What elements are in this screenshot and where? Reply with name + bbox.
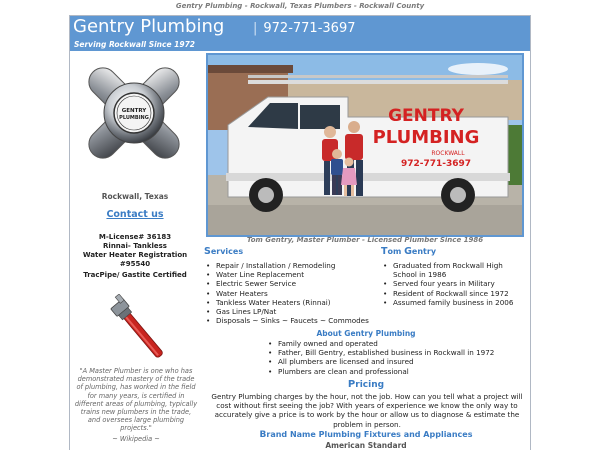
quote-text: "A Master Plumber is one who has demonstrated mastery of the trade of plumbing, has worked in the field for many years, is certified in different areas of plumbing, typically trains new plumbers in the trade, and oversees large plumbing projects." [74, 367, 198, 433]
list-item: • Disposals ~ Sinks ~ Faucets ~ Commodes [204, 316, 380, 325]
pricing-title-rest: ricing [355, 380, 385, 390]
list-item: • Father, Bill Gentry, established business in Rockwall in 1972 [266, 348, 528, 357]
knob-label-bottom: PLUMBING [119, 115, 149, 121]
list-item: • Water Heaters [204, 289, 380, 298]
van-photo-illustration [208, 55, 522, 235]
phone-number[interactable]: 972-771-3697 [263, 21, 356, 36]
knob-label-top: GENTRY [121, 108, 147, 114]
header-phone[interactable] [253, 21, 355, 36]
pricing-title-cap: P [347, 379, 356, 390]
sidebar [70, 51, 200, 450]
tom-gentry-title [381, 246, 436, 257]
site-title[interactable]: Gentry Plumbing [73, 16, 225, 37]
about-title: About Gentry Plumbing [316, 329, 416, 338]
tom-title-rest-1: om [387, 247, 405, 256]
services-title-cap: S [204, 246, 211, 257]
list-item: • Family owned and operated [266, 339, 528, 348]
services-title-rest: ervices [210, 247, 244, 256]
van-text-rockwall: ROCKWALL [431, 150, 465, 157]
list-item: • Repair / Installation / Remodeling [204, 261, 380, 270]
about-list [266, 339, 528, 376]
faucet-handle-logo [78, 55, 190, 175]
quote-source: ~ Wikipedia ~ [112, 434, 160, 443]
city-label: Rockwall, Texas [101, 192, 169, 201]
tagline-bar [70, 40, 530, 51]
van-photo [206, 53, 524, 237]
list-item: • Graduated from Rockwall High School in 1986 [381, 261, 527, 279]
pricing-title [201, 379, 531, 390]
list-item: • Served four years in Military [381, 279, 527, 288]
page-caption: Gentry Plumbing - Rockwall, Texas Plumbers - Rockwall County [175, 2, 425, 10]
list-item: • Electric Sewer Service [204, 279, 380, 288]
list-item: • All plumbers are licensed and insured [266, 357, 528, 366]
photo-caption: Tom Gentry, Master Plumber - Licensed Plumber Since 1986 [246, 236, 484, 244]
brands-title-cap: B [259, 430, 267, 440]
brands-title [201, 430, 531, 440]
list-item: • Plumbers are clean and professional [266, 367, 528, 376]
list-item: • Water Line Replacement [204, 270, 380, 279]
pipe-wrench-icon [108, 294, 168, 364]
van-text-gentry: GENTRY [388, 106, 464, 126]
services-list [204, 261, 380, 325]
list-item: • Gas Lines LP/Nat [204, 307, 380, 316]
brand-american-standard: American Standard [325, 441, 407, 450]
list-item: • Tankless Water Heaters (Rinnai) [204, 298, 380, 307]
tracpipe-certification: TracPipe/ Gastite Certified [83, 271, 187, 279]
tom-title-cap-1: T [381, 246, 388, 257]
van-text-plumbing: PLUMBING [372, 127, 480, 148]
services-title [204, 246, 243, 257]
tagline: Serving Rockwall Since 1972 [74, 40, 196, 49]
license-number: M-License# 36183 [98, 233, 172, 241]
registration-number: #95540 [119, 260, 151, 268]
tom-title-rest-2: entry [411, 247, 437, 256]
master-plumber-quote [74, 367, 198, 443]
list-item: • Resident of Rockwall since 1972 [381, 289, 527, 298]
pricing-text: Gentry Plumbing charges by the hour, not the job. How can you tell what a project will cost without first seeing the job? With years of experience we know the only way to accurately give a price is to work by the hour or allow us to diagnose & estimate the problem in person. [211, 392, 523, 429]
van-text-phone: 972-771-3697 [400, 159, 472, 169]
list-item: • Assumed family business in 2006 [381, 298, 527, 307]
tom-title-cap-2: G [404, 246, 412, 257]
page-frame [69, 15, 531, 450]
contact-us-link[interactable]: Contact us [106, 209, 164, 220]
water-heater-registration: Water Heater Registration [82, 251, 188, 259]
license-info [72, 233, 198, 280]
phone-separator: | [253, 21, 258, 36]
tom-gentry-list [381, 261, 527, 307]
brands-title-rest: rand Name Plumbing Fixtures and Appliances [266, 430, 473, 439]
rinnai-label: Rinnai- Tankless [103, 242, 167, 250]
